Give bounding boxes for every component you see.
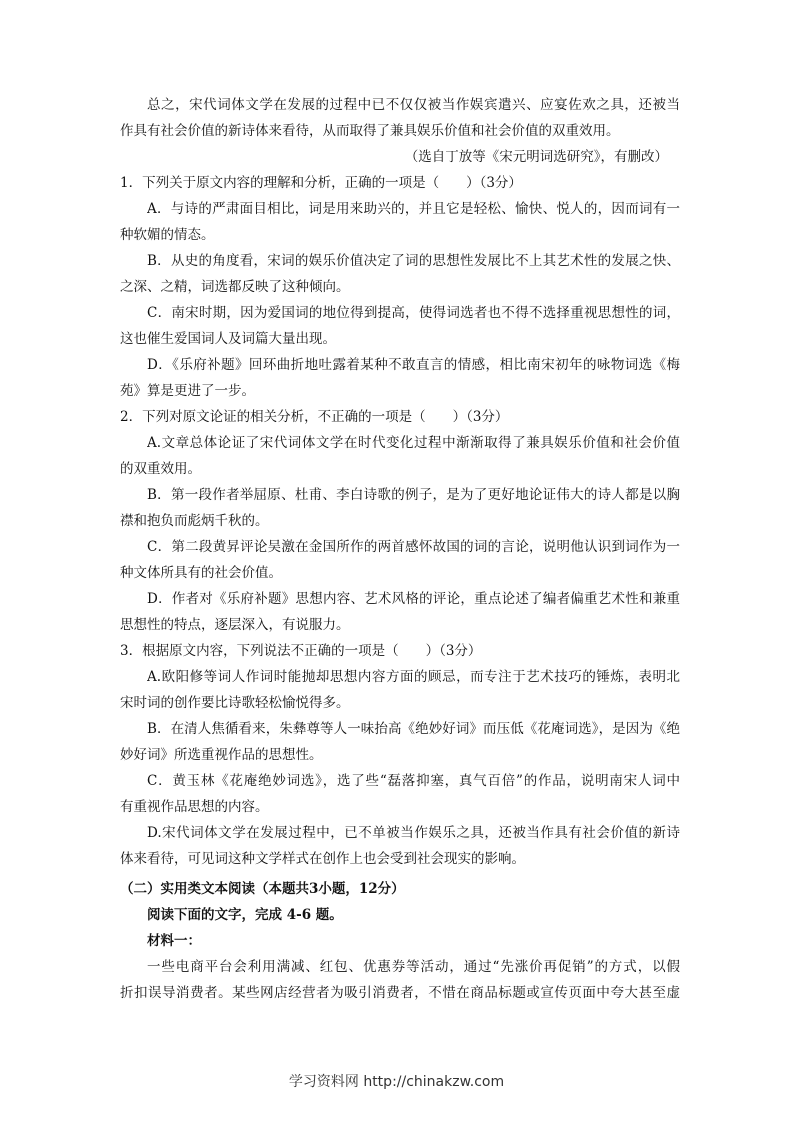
q1-option-a-line-2: 种软媚的情态。 [120,227,215,243]
q1-option-d-line-2: 苑》算是更进了一步。 [120,383,255,399]
q3-option-c-line-2: 有重视作品思想的内容。 [120,799,269,815]
q3-option-b-line-1: B．在清人焦循看来，朱彝尊等人一味抬高《绝妙好词》而压低《花庵词选》，是因为《绝 [147,721,680,737]
question-2-stem: 2．下列对原文论证的相关分析，不正确的一项是（ ）（3分） [120,409,509,425]
q1-option-c-line-1: C．南宋时期，因为爱国词的地位得到提高，使得词选者也不得不选择重视思想性的词， [147,305,680,321]
q1-option-b-line-1: B．从史的角度看，宋词的娱乐价值决定了词的思想性发展比不上其艺术性的发展之快、 [147,253,680,269]
material-1-label: 材料一： [147,933,201,949]
q2-option-b-line-2: 襟和抱负而彪炳千秋的。 [120,513,269,529]
q3-option-c-line-1: C．黄玉林《花庵绝妙词选》，选了些“磊落抑塞，真气百倍”的作品，说明南宋人词中 [147,773,680,789]
question-3-stem: 3．根据原文内容，下列说法不正确的一项是（ ）（3分） [120,643,482,659]
q3-option-a-line-1: A.欧阳修等词人作词时能抛却思想内容方面的顾忌，而专注于艺术技巧的锤炼，表明北 [147,669,680,685]
q3-option-b-line-2: 妙好词》所选重视作品的思想性。 [120,747,323,763]
material-1-paragraph-line-2: 折扣误导消费者。某些网店经营者为吸引消费者，不惜在商品标题或宣传页面中夸大甚至虚 [120,985,680,1001]
q2-option-c-line-2: 种文体所具有的社会价值。 [120,565,282,581]
footer-watermark: 学习资料网 http://chinakzw.com [288,1074,505,1090]
q2-option-b-line-1: B．第一段作者举屈原、杜甫、李白诗歌的例子，是为了更好地论证伟大的诗人都是以胸 [147,487,680,503]
material-1-paragraph-line-1: 一些电商平台会利用满减、红包、优惠券等活动，通过“先涨价再促销”的方式，以假 [147,959,680,975]
intro-line-2: 作具有社会价值的新诗体来看待，从而取得了兼具娱乐价值和社会价值的双重效用。 [120,123,620,139]
source-citation: （选自丁放等《宋元明词选研究》，有删改） [404,149,668,165]
q3-option-d-line-2: 体来看待，可见词这种文学样式在创作上也会受到社会现实的影响。 [120,851,525,867]
q3-option-a-line-2: 宋时词的创作要比诗歌轻松愉悦得多。 [120,695,350,711]
q2-option-d-line-1: D．作者对《乐府补题》思想内容、艺术风格的评论，重点论述了编者偏重艺术性和兼重 [147,591,680,607]
q2-option-a-line-1: A.文章总体论证了宋代词体文学在时代变化过程中渐渐取得了兼具娱乐价值和社会价值 [147,435,680,451]
section-2-instruction: 阅读下面的文字，完成 4-6 题。 [147,907,343,923]
intro-line-1: 总之，宋代词体文学在发展的过程中已不仅仅被当作娱宾遣兴、应宴佐欢之具，还被当 [147,97,680,113]
q1-option-c-line-2: 这也催生爱国词人及词篇大量出现。 [120,331,336,347]
q2-option-a-line-2: 的双重效用。 [120,461,201,477]
section-2-heading: （二）实用类文本阅读（本题共3小题，12分） [120,881,405,897]
q3-option-d-line-1: D.宋代词体文学在发展过程中，已不单被当作娱乐之具，还被当作具有社会价值的新诗 [147,825,680,841]
q1-option-a-line-1: A．与诗的严肃面目相比，词是用来助兴的，并且它是轻松、愉快、悦人的，因而词有一 [147,201,680,217]
q2-option-d-line-2: 思想性的特点，逐层深入，有说服力。 [120,617,350,633]
q1-option-d-line-1: D．《乐府补题》回环曲折地吐露着某种不敢直言的情感，相比南宋初年的咏物词选《梅 [147,357,680,373]
q2-option-c-line-1: C．第二段黄昇评论吴激在金国所作的两首感怀故国的词的言论，说明他认识到词作为一 [147,539,680,555]
q1-option-b-line-2: 之深、之精，词选都反映了这种倾向。 [120,279,350,295]
question-1-stem: 1．下列关于原文内容的理解和分析，正确的一项是（ ）（3分） [120,175,522,191]
